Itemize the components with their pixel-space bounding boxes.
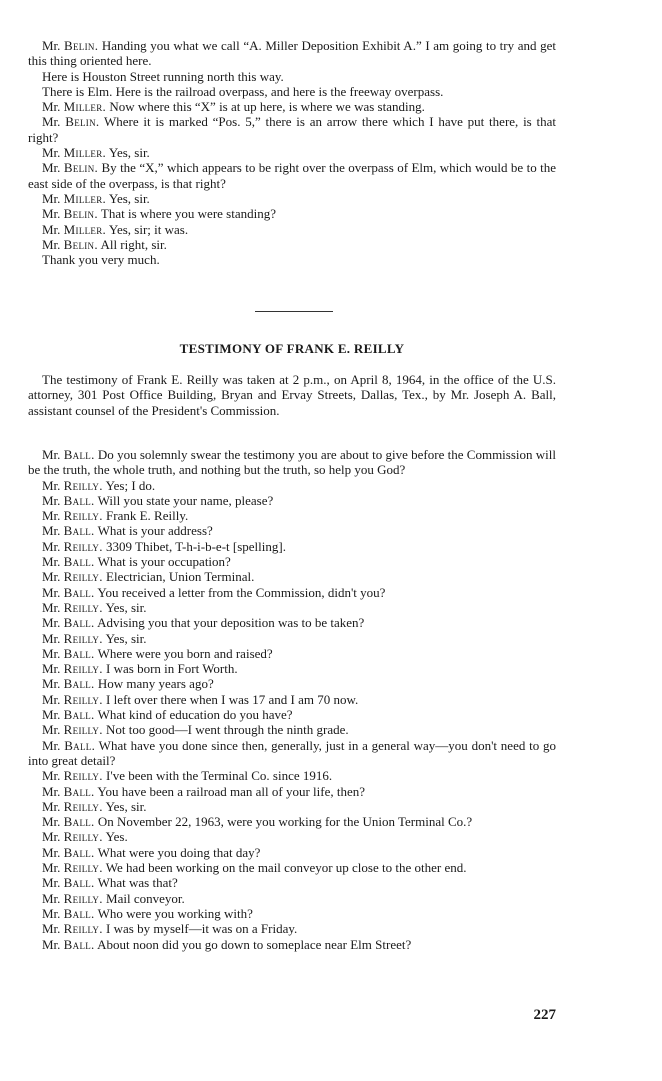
section-divider <box>255 311 333 312</box>
speaker-name: Reilly. <box>63 768 103 784</box>
dialogue-text: Thank you very much. <box>42 252 160 268</box>
dialogue-paragraph <box>28 661 556 676</box>
speaker-name: Miller. <box>63 99 107 115</box>
dialogue-text: We had been working on the mail conveyor up close to the other end. <box>105 860 467 876</box>
speaker-name: Reilly. <box>63 691 103 707</box>
speaker-name: Reilly. <box>63 477 103 493</box>
speaker-title: Mr. <box>42 477 61 493</box>
dialogue-text: What have you done since then, generally, just in a general way—you don't need to go into great detail? <box>28 737 557 768</box>
speaker-title: Mr. <box>42 190 61 206</box>
dialogue-text: About noon did you go down to someplace near Elm Street? <box>97 936 412 952</box>
dialogue-paragraph <box>28 921 556 936</box>
dialogue-text: Yes, sir. <box>108 190 150 206</box>
speaker-title: Mr. <box>42 615 61 631</box>
speaker-name: Ball. <box>63 936 95 952</box>
dialogue-text: All right, sir. <box>100 236 167 252</box>
speaker-name: Belin. <box>63 206 98 222</box>
dialogue-text: Not too good—I went through the ninth grade. <box>106 722 349 738</box>
dialogue-paragraph <box>28 722 556 737</box>
dialogue-text: Here is Houston Street running north this way. <box>42 68 284 84</box>
speaker-title: Mr. <box>42 691 61 707</box>
speaker-title: Mr. <box>42 844 61 860</box>
dialogue-paragraph <box>28 99 556 114</box>
dialogue-paragraph <box>28 891 556 906</box>
dialogue-text: That is where you were standing? <box>100 206 276 222</box>
dialogue-text: Electrician, Union Terminal. <box>106 569 255 585</box>
speaker-name: Ball. <box>63 523 95 539</box>
speaker-title: Mr. <box>42 236 61 252</box>
dialogue-paragraph <box>28 875 556 890</box>
speaker-name: Belin. <box>63 160 99 176</box>
speaker-name: Ball. <box>63 707 95 723</box>
speaker-name: Ball. <box>63 676 95 692</box>
deposition-exchange-reilly <box>28 447 556 952</box>
speaker-title: Mr. <box>42 860 61 876</box>
dialogue-text: What is your address? <box>97 523 213 539</box>
dialogue-text: There is Elm. Here is the railroad overpass, and here is the freeway overpass. <box>42 83 444 99</box>
dialogue-text: Frank E. Reilly. <box>106 508 189 524</box>
dialogue-paragraph <box>28 569 556 584</box>
speaker-name: Ball. <box>63 645 95 661</box>
speaker-title: Mr. <box>42 38 61 53</box>
dialogue-text: What kind of education do you have? <box>97 707 293 723</box>
dialogue-paragraph <box>28 206 556 221</box>
dialogue-paragraph <box>28 814 556 829</box>
speaker-name: Ball. <box>63 492 95 508</box>
dialogue-paragraph <box>28 145 556 160</box>
speaker-title: Mr. <box>42 206 61 222</box>
dialogue-paragraph <box>28 631 556 646</box>
speaker-title: Mr. <box>42 829 61 845</box>
dialogue-paragraph <box>28 738 556 769</box>
dialogue-text: 3309 Thibet, T-h-i-b-e-t [spelling]. <box>106 538 286 554</box>
dialogue-text: Yes. <box>105 829 128 845</box>
dialogue-paragraph <box>28 615 556 630</box>
speaker-title: Mr. <box>42 523 61 539</box>
dialogue-text: Yes, sir. <box>108 145 150 161</box>
dialogue-text: Now where this “X” is at up here, is where we was standing. <box>109 99 425 115</box>
dialogue-text: Will you state your name, please? <box>97 492 274 508</box>
dialogue-text: I was born in Fort Worth. <box>106 661 238 677</box>
speaker-title: Mr. <box>42 936 61 952</box>
speaker-name: Miller. <box>63 145 107 161</box>
speaker-title: Mr. <box>42 221 61 237</box>
speaker-name: Reilly. <box>63 630 103 646</box>
speaker-title: Mr. <box>42 508 61 524</box>
dialogue-text: Handing you what we call “A. Miller Deposition Exhibit A.” I am going to try and get this thing oriented here. <box>28 38 556 69</box>
speaker-title: Mr. <box>42 538 61 554</box>
dialogue-paragraph <box>28 707 556 722</box>
speaker-name: Reilly. <box>63 599 103 615</box>
speaker-name: Ball. <box>63 554 95 570</box>
speaker-name: Ball. <box>63 615 95 631</box>
speaker-name: Belin. <box>65 114 100 130</box>
dialogue-text: Who were you working with? <box>97 905 253 921</box>
dialogue-text: What is your occupation? <box>97 554 231 570</box>
dialogue-paragraph <box>28 38 556 69</box>
speaker-name: Ball. <box>63 875 95 891</box>
speaker-title: Mr. <box>42 722 61 738</box>
speaker-name: Reilly. <box>63 569 103 585</box>
dialogue-paragraph <box>28 252 556 267</box>
dialogue-text: Yes, sir. <box>105 798 147 814</box>
dialogue-paragraph <box>28 191 556 206</box>
dialogue-text: Yes; I do. <box>105 477 156 493</box>
speaker-name: Reilly. <box>63 798 103 814</box>
speaker-title: Mr. <box>42 599 61 615</box>
speaker-name: Reilly. <box>63 921 103 937</box>
dialogue-text: Where it is marked “Pos. 5,” there is an arrow there which I have put there, is that right? <box>28 114 557 145</box>
speaker-title: Mr. <box>42 447 61 462</box>
speaker-name: Reilly. <box>63 508 103 524</box>
dialogue-text: I've been with the Terminal Co. since 1916. <box>106 768 333 784</box>
dialogue-paragraph <box>28 554 556 569</box>
speaker-title: Mr. <box>42 905 61 921</box>
speaker-name: Reilly. <box>63 722 103 738</box>
dialogue-paragraph <box>28 829 556 844</box>
deposition-exchange-miller <box>28 38 556 267</box>
speaker-title: Mr. <box>42 921 61 937</box>
dialogue-paragraph <box>28 845 556 860</box>
dialogue-text: Yes, sir. <box>105 630 147 646</box>
dialogue-paragraph <box>28 447 556 478</box>
speaker-title: Mr. <box>42 875 61 891</box>
speaker-title: Mr. <box>42 584 61 600</box>
dialogue-paragraph <box>28 478 556 493</box>
speaker-title: Mr. <box>42 645 61 661</box>
dialogue-text: Advising you that your deposition was to be taken? <box>97 615 365 631</box>
dialogue-paragraph <box>28 799 556 814</box>
dialogue-paragraph <box>28 539 556 554</box>
speaker-title: Mr. <box>42 783 61 799</box>
speaker-title: Mr. <box>42 114 61 130</box>
dialogue-text: Where were you born and raised? <box>97 645 273 661</box>
speaker-title: Mr. <box>42 890 61 906</box>
speaker-title: Mr. <box>42 145 61 161</box>
dialogue-paragraph <box>28 69 556 84</box>
dialogue-paragraph <box>28 114 556 145</box>
intro-paragraph: The testimony of Frank E. Reilly was taken at 2 p.m., on April 8, 1964, in the office of the U.S. attorney, 301 Post Office Building, Bryan and Ervay Streets, Dallas, Tex., by Mr. Joseph A. Ball, assistant counsel of the President's Commission. <box>28 372 556 418</box>
dialogue-paragraph <box>28 237 556 252</box>
dialogue-text: You received a letter from the Commission, didn't you? <box>97 584 386 600</box>
dialogue-text: I left over there when I was 17 and I am 70 now. <box>106 691 359 707</box>
dialogue-paragraph <box>28 222 556 237</box>
speaker-name: Ball. <box>63 584 95 600</box>
speaker-title: Mr. <box>42 676 61 692</box>
dialogue-text: What were you doing that day? <box>97 844 261 860</box>
speaker-name: Belin. <box>64 38 99 53</box>
speaker-title: Mr. <box>42 768 61 784</box>
dialogue-text: On November 22, 1963, were you working for the Union Terminal Co.? <box>97 814 473 830</box>
speaker-title: Mr. <box>42 707 61 723</box>
dialogue-paragraph <box>28 160 556 191</box>
speaker-name: Reilly. <box>63 661 103 677</box>
dialogue-text: What was that? <box>97 875 178 891</box>
testimony-intro <box>28 372 556 418</box>
dialogue-text: I was by myself—it was on a Friday. <box>106 921 298 937</box>
speaker-name: Ball. <box>64 737 96 753</box>
dialogue-paragraph <box>28 508 556 523</box>
dialogue-paragraph <box>28 676 556 691</box>
dialogue-paragraph <box>28 860 556 875</box>
dialogue-text: You have been a railroad man all of your life, then? <box>97 783 365 799</box>
dialogue-text: By the “X,” which appears to be right over the overpass of Elm, which would be to the east side of the overpass, is that right? <box>28 160 556 191</box>
speaker-name: Miller. <box>63 221 107 237</box>
speaker-name: Belin. <box>63 236 98 252</box>
speaker-title: Mr. <box>42 630 61 646</box>
dialogue-paragraph <box>28 493 556 508</box>
dialogue-paragraph <box>28 600 556 615</box>
dialogue-paragraph <box>28 692 556 707</box>
speaker-name: Ball. <box>63 844 95 860</box>
dialogue-paragraph <box>28 646 556 661</box>
speaker-title: Mr. <box>42 99 61 115</box>
dialogue-text: Mail conveyor. <box>106 890 185 906</box>
dialogue-paragraph <box>28 784 556 799</box>
dialogue-text: Yes, sir; it was. <box>108 221 189 237</box>
speaker-name: Reilly. <box>63 860 103 876</box>
section-heading: TESTIMONY OF FRANK E. REILLY <box>179 341 405 356</box>
speaker-name: Miller. <box>63 190 107 206</box>
speaker-title: Mr. <box>42 569 61 585</box>
dialogue-paragraph <box>28 585 556 600</box>
dialogue-paragraph <box>28 84 556 99</box>
speaker-name: Reilly. <box>63 829 103 845</box>
dialogue-paragraph <box>28 768 556 783</box>
speaker-name: Reilly. <box>63 538 103 554</box>
speaker-title: Mr. <box>42 661 61 677</box>
dialogue-text: How many years ago? <box>97 676 214 692</box>
speaker-name: Ball. <box>63 814 95 830</box>
dialogue-paragraph <box>28 937 556 952</box>
page-number: 227 <box>533 1007 556 1023</box>
speaker-title: Mr. <box>42 160 61 176</box>
speaker-title: Mr. <box>42 814 61 830</box>
dialogue-text: Do you solemnly swear the testimony you are about to give before the Commission will be the truth, the whole truth, and nothing but the truth, so help you God? <box>28 447 557 478</box>
speaker-name: Ball. <box>63 783 95 799</box>
dialogue-text: Yes, sir. <box>105 599 147 615</box>
speaker-title: Mr. <box>42 554 61 570</box>
speaker-title: Mr. <box>42 737 61 753</box>
dialogue-paragraph <box>28 906 556 921</box>
speaker-title: Mr. <box>42 798 61 814</box>
speaker-name: Ball. <box>63 905 95 921</box>
speaker-name: Reilly. <box>63 890 103 906</box>
dialogue-paragraph <box>28 523 556 538</box>
speaker-name: Ball. <box>63 447 95 462</box>
speaker-title: Mr. <box>42 492 61 508</box>
